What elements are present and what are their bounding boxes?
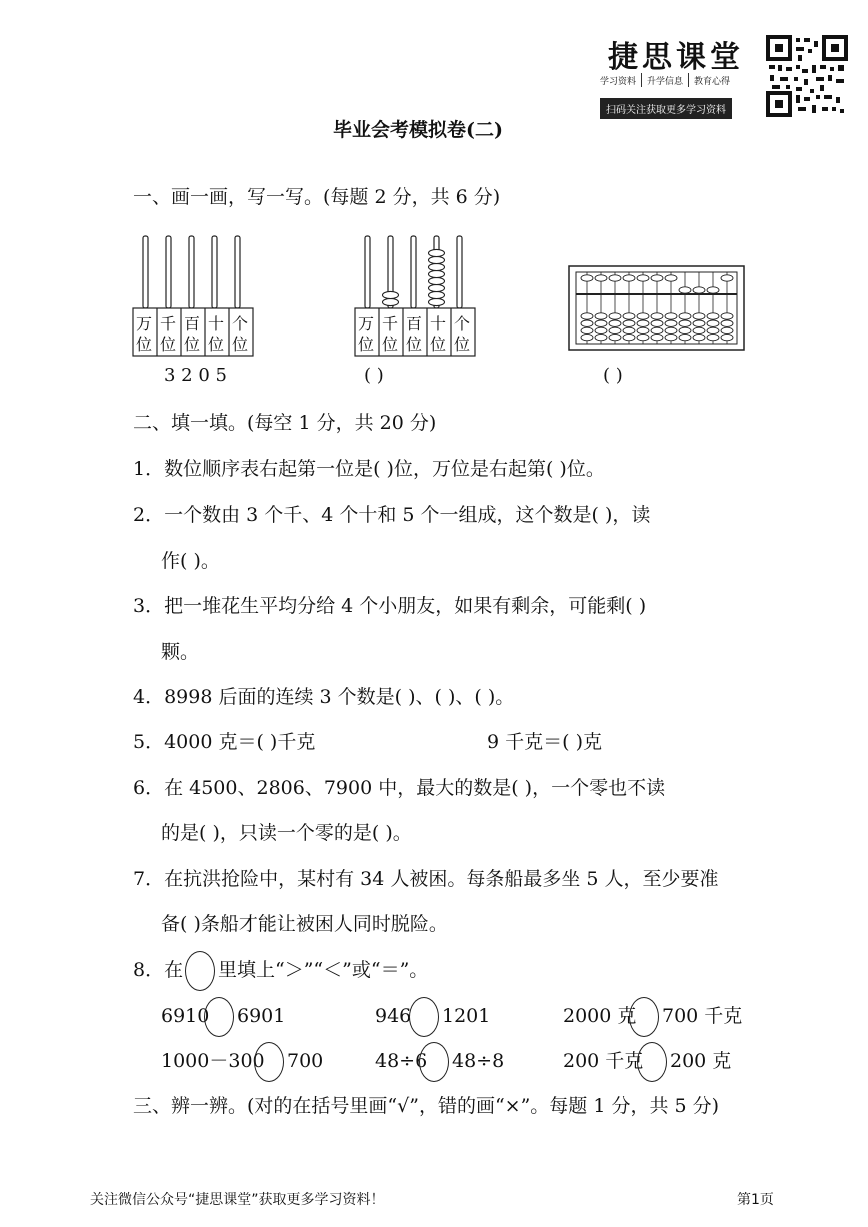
abacus-bead [679,313,691,319]
abacus-bead [721,327,733,333]
place-label: 百位 [406,314,423,354]
brand-tag: 学习资料 [600,76,637,87]
abacus-bead [637,275,649,281]
compare-right: 48÷8 [452,1050,505,1072]
brand-tag: 教育心得 [694,76,731,87]
question-6-cont: 的是( )，只读一个零的是( )。 [161,822,412,844]
page-title: 毕业会考模拟卷(二) [333,119,503,141]
abacus-bead [707,287,719,293]
answer-circle[interactable] [204,997,234,1037]
place-label: 千位 [160,314,177,354]
question-8-cont: 里填上“＞”“＜”或“＝”。 [218,959,429,981]
abacus-bead [707,334,719,340]
answer-blank[interactable]: ( ) [364,365,384,386]
abacus-bead [581,275,593,281]
abacus-1-labels [133,313,253,357]
abacus-bead [665,275,677,281]
question-7: 7．在抗洪抢险中，某村有 34 人被困。每条船最多坐 5 人，至少要准 [133,868,719,890]
abacus-bead [609,334,621,340]
page-number: 第1页 [737,1192,774,1208]
abacus-bead [651,313,663,319]
abacus-bead [707,327,719,333]
abacus-bead [609,320,621,326]
place-label: 百位 [184,314,201,354]
abacus-bead [651,334,663,340]
question-8: 8．在 [133,959,184,981]
question-1: 1．数位顺序表右起第一位是( )位，万位是右起第( )位。 [133,458,605,480]
abacus-2-labels [355,313,475,357]
compare-right: 200 克 [670,1050,732,1072]
abacus-bead [637,320,649,326]
section-heading: 二、填一填。(每空 1 分，共 20 分) [133,412,437,434]
question-2: 2．一个数由 3 个千、4 个十和 5 个一组成，这个数是( )，读 [133,504,651,526]
compare-right: 700 [287,1050,324,1072]
compare-left: 200 千克 [563,1050,644,1072]
question-5b: 9 千克＝( )克 [487,731,602,753]
abacus-bead [679,327,691,333]
brand-tag: 升学信息 [647,76,684,87]
abacus-bead [623,275,635,281]
abacus-bead [595,275,607,281]
compare-left: 1000－300 [161,1050,265,1072]
abacus-bead [651,327,663,333]
abacus-bead [623,320,635,326]
abacus-bead [693,327,705,333]
place-label: 万位 [136,314,153,354]
abacus-bead [623,334,635,340]
question-4: 4．8998 后面的连续 3 个数是( )、( )、( )。 [133,686,515,708]
abacus-bead [693,287,705,293]
abacus-bead [693,313,705,319]
place-label: 十位 [208,314,225,354]
soroban-abacus [567,264,747,354]
abacus-bead [721,313,733,319]
brand-tags [600,73,730,87]
question-3: 3．把一堆花生平均分给 4 个小朋友，如果有剩余，可能剩( ) [133,595,647,617]
section-heading: 三、辨一辨。(对的在括号里画“√”，错的画“×”。每题 1 分，共 5 分) [133,1095,720,1117]
abacus-bead [609,313,621,319]
abacus-bead [581,334,593,340]
abacus-bead [665,313,677,319]
place-label: 万位 [358,314,375,354]
compare-right: 1201 [442,1005,491,1027]
abacus-bead [679,287,691,293]
abacus-bead [721,334,733,340]
question-7-cont: 备( )条船才能让被困人同时脱险。 [161,913,448,935]
question-5a: 5．4000 克＝( )千克 [133,731,316,753]
answer-circle[interactable] [629,997,659,1037]
abacus-bead [581,313,593,319]
compare-left: 6910 [161,1005,210,1027]
abacus-1-number: 3 2 0 5 [164,365,227,386]
abacus-bead [581,320,593,326]
abacus-bead [623,327,635,333]
compare-right: 700 千克 [662,1005,743,1027]
abacus-bead [721,320,733,326]
place-label: 十位 [430,314,447,354]
abacus-bead [609,275,621,281]
abacus-bead [665,334,677,340]
question-2-cont: 作( )。 [161,550,220,572]
place-label: 个位 [454,314,471,354]
brand-name: 捷思课堂 [608,40,744,75]
place-label: 千位 [382,314,399,354]
abacus-bead [693,334,705,340]
abacus-bead [637,334,649,340]
compare-right: 6901 [237,1005,286,1027]
abacus-bead [679,334,691,340]
answer-circle[interactable] [254,1042,284,1082]
compare-left: 2000 克 [563,1005,637,1027]
abacus-bead [707,320,719,326]
abacus-bead [581,327,593,333]
compare-left: 946 [375,1005,412,1027]
abacus-bead [651,275,663,281]
answer-circle[interactable] [409,997,439,1037]
abacus-bead [721,275,733,281]
place-label: 个位 [232,314,249,354]
answer-circle[interactable] [637,1042,667,1082]
answer-circle[interactable] [419,1042,449,1082]
section-heading: 一、画一画，写一写。(每题 2 分，共 6 分) [133,186,501,208]
qr-code-icon [766,35,848,117]
divider [688,73,689,87]
abacus-bead [665,327,677,333]
abacus-bead [651,320,663,326]
question-6: 6．在 4500、2806、7900 中，最大的数是( )，一个零也不读 [133,777,666,799]
abacus-bead [595,327,607,333]
abacus-bead [665,320,677,326]
abacus-bead [623,313,635,319]
abacus-bead [609,327,621,333]
abacus-bead [693,320,705,326]
question-3-cont: 颗。 [161,641,200,663]
abacus-bead [595,313,607,319]
abacus-bead [637,327,649,333]
footer-note: 关注微信公众号“捷思课堂”获取更多学习资料！ [90,1192,385,1208]
abacus-bead [637,313,649,319]
answer-circle[interactable] [185,951,215,991]
answer-blank[interactable]: ( ) [603,365,623,386]
abacus-bead [595,334,607,340]
abacus-bead [595,320,607,326]
brand-cta: 扫码关注获取更多学习资料 [600,98,732,119]
divider [641,73,642,87]
abacus-bead [707,313,719,319]
abacus-bead [679,320,691,326]
compare-left: 48÷6 [375,1050,428,1072]
